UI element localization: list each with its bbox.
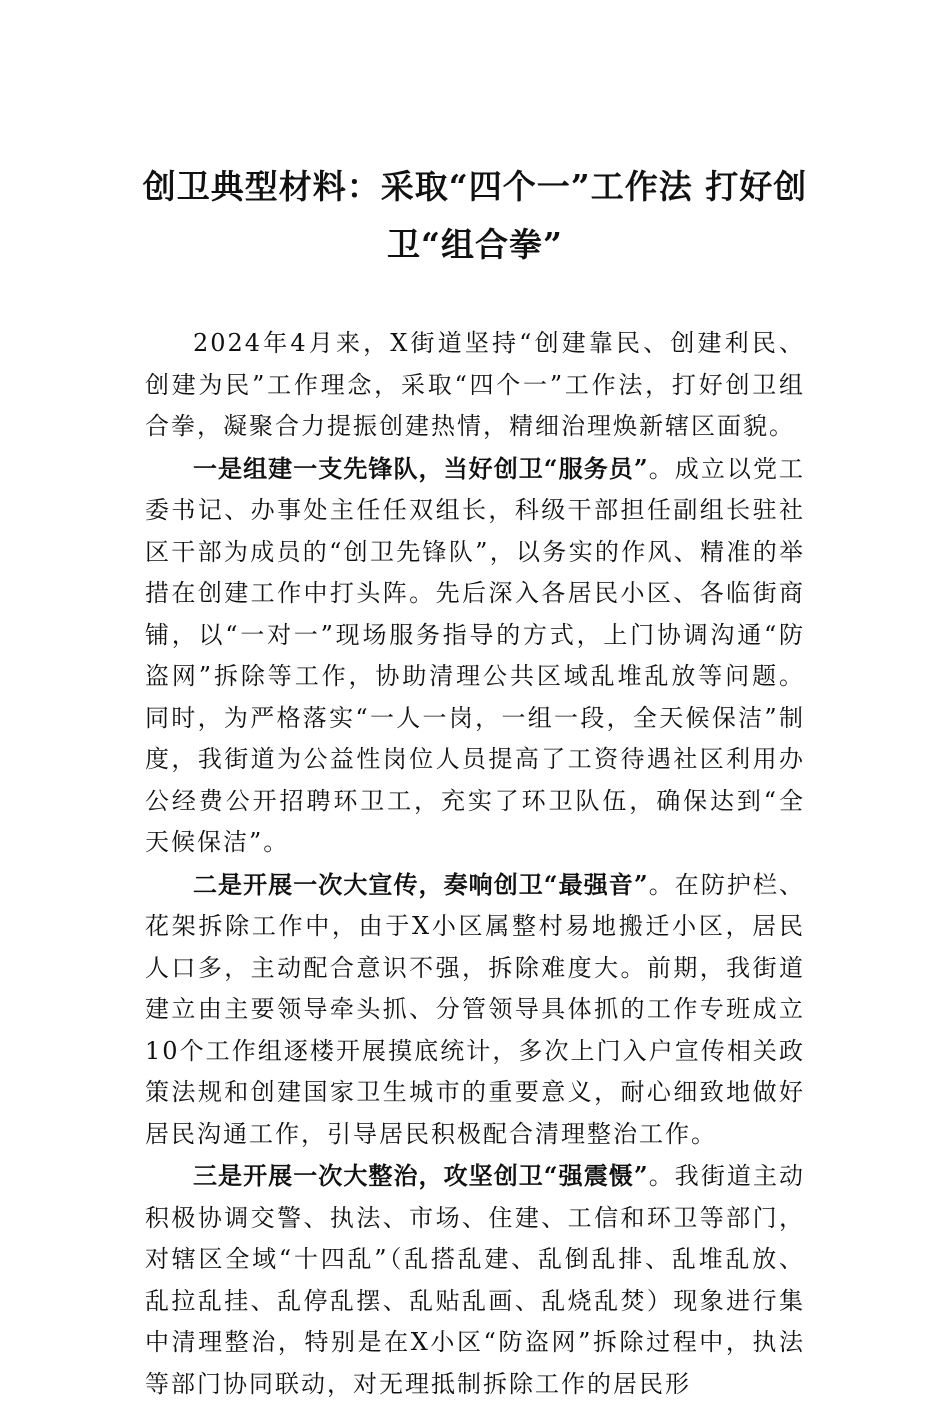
paragraph-lead: 三是开展一次大整治，攻坚创卫“强震慑” xyxy=(193,1161,649,1190)
paragraph-vanguard-team xyxy=(145,448,805,864)
paragraph-text: 2024年4月来，X街道坚持“创建靠民、创建利民、创建为民”工作理念，采取“四个一”工作法，打好创卫组合拳，凝聚合力提振创建热情，精细治理焕新辖区面貌。 xyxy=(145,329,805,440)
document-title: 创卫典型材料：采取“四个一”工作法 打好创卫“组合拳” xyxy=(142,167,808,264)
paragraph-text: 。我街道主动积极协调交警、执法、市场、住建、工信和环卫等部门，对辖区全域“十四乱”（乱搭乱建、乱倒乱排、乱堆乱放、乱拉乱挂、乱停乱摆、乱贴乱画、乱烧乱焚）现象进行集中清理整治，特别是在X小区“防盗网”拆除过程中，执法等部门协同联动，对无理抵制拆除工作的居民形 xyxy=(145,1162,806,1398)
document-body xyxy=(145,322,805,1405)
paragraph-rectification xyxy=(145,1155,805,1405)
paragraph-intro xyxy=(145,322,805,448)
paragraph-lead: 一是组建一支先锋队，当好创卫“服务员” xyxy=(193,453,649,483)
paragraph-text: 。在防护栏、花架拆除工作中，由于X小区属整村易地搬迁小区，居民人口多，主动配合意识不强，拆除难度大。前期，我街道建立由主要领导牵头抓、分管领导具体抓的工作专班成立10个工作组逐楼开展摸底统计，多次上门入户宣传相关政策法规和创建国家卫生城市的重要意义，耐心细致地做好居民沟通工作，引导居民积极配合清理整治工作。 xyxy=(145,870,806,1148)
paragraph-publicity xyxy=(145,864,805,1156)
paragraph-text: 。成立以党工委书记、办事处主任任双组长，科级干部担任副组长驻社区干部为成员的“创卫先锋队”，以务实的作风、精准的举措在创建工作中打头阵。先后深入各居民小区、各临街商铺，以“一对一”现场服务指导的方式，上门协调沟通“防盗网”拆除等工作，协助清理公共区域乱堆乱放等问题。同时，为严格落实“一人一岗，一组一段，全天候保洁”制度，我街道为公益性岗位人员提高了工资待遇社区利用办公经费公开招聘环卫工，充实了环卫队伍，确保达到“全天候保洁”。 xyxy=(145,454,806,856)
paragraph-lead: 二是开展一次大宣传，奏响创卫“最强音” xyxy=(193,869,649,899)
